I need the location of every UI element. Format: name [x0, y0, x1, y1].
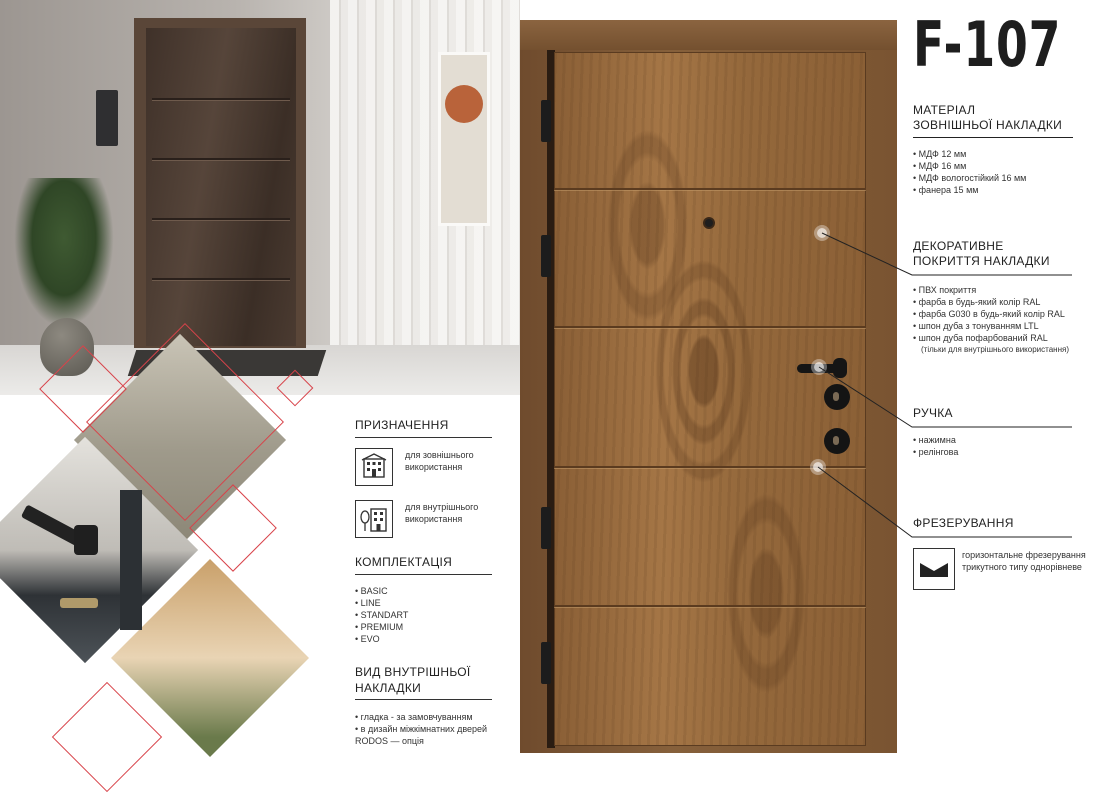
- interior-photo: [0, 0, 520, 395]
- divider: [355, 437, 492, 438]
- coating-title: [913, 239, 1050, 269]
- plant: [14, 178, 114, 328]
- model-title: F-107: [913, 8, 1062, 81]
- photo-key: [60, 598, 98, 608]
- list-item: • EVO: [355, 633, 408, 645]
- divider: [913, 137, 1073, 138]
- purpose-exterior-label: для зовнішнього використання: [405, 450, 474, 472]
- list-item: • МДФ 12 мм: [913, 148, 1026, 160]
- door-hinge: [541, 507, 551, 549]
- inner-panel-list: [355, 711, 490, 747]
- door-hinge: [541, 100, 551, 142]
- divider: [355, 574, 492, 575]
- door-groove: [554, 326, 866, 328]
- material-title-line1: МАТЕРІАЛ: [913, 103, 976, 117]
- inner-panel-title-line1: ВИД ВНУТРІШНЬОЇ: [355, 665, 471, 679]
- lock-cylinder-lower: [824, 428, 850, 454]
- list-item: • МДФ вологостійкий 16 мм: [913, 172, 1026, 184]
- milling-description: горизонтальне фрезерування трикутного типу однорівневе: [962, 550, 1086, 572]
- lock-cylinder-upper: [824, 384, 850, 410]
- list-item: • шпон дуба пофарбований RAL: [913, 332, 1065, 344]
- list-item: • МДФ 16 мм: [913, 160, 1026, 172]
- list-item: • шпон дуба з тонуванням LTL: [913, 320, 1065, 332]
- list-item: • гладка - за замовчуванням: [355, 711, 490, 723]
- wall-slats: [330, 0, 520, 395]
- photo-handle-rose: [74, 525, 98, 555]
- list-item: • в дизайн міжкімнатних дверей RODOS — опція: [355, 723, 490, 747]
- divider: [355, 699, 492, 700]
- door-groove: [554, 605, 866, 607]
- callout-dot-coating: [817, 228, 827, 238]
- material-list: [913, 148, 1026, 196]
- purpose-title: ПРИЗНАЧЕННЯ: [355, 418, 449, 432]
- list-item: • фарба в будь-який колір RAL: [913, 296, 1065, 308]
- building-with-tree-icon: [355, 500, 393, 538]
- milling-profile-icon: [913, 548, 955, 590]
- photo-lock-plate: [120, 490, 142, 630]
- inner-panel-title: [355, 664, 471, 696]
- door-hinge: [541, 235, 551, 277]
- material-title: [913, 103, 1062, 133]
- peephole: [705, 219, 713, 227]
- list-item: • BASIC: [355, 585, 408, 597]
- material-title-line2: ЗОВНІШНЬОЇ НАКЛАДКИ: [913, 118, 1063, 132]
- handle-title: РУЧКА: [913, 406, 953, 420]
- door-leaf: [554, 52, 866, 746]
- list-item: • релінгова: [913, 446, 958, 458]
- list-item: • STANDART: [355, 609, 408, 621]
- door-hinge: [541, 642, 551, 684]
- list-item: • фарба G030 в будь-який колір RAL: [913, 308, 1065, 320]
- callout-dot-milling: [813, 462, 823, 472]
- purpose-interior-label: для внутрішнього використання: [405, 502, 479, 524]
- intercom: [96, 90, 118, 146]
- milling-title: ФРЕЗЕРУВАННЯ: [913, 516, 1014, 530]
- handle-list: [913, 434, 958, 458]
- photo-door: [146, 28, 296, 346]
- door-frame-top: [520, 20, 897, 50]
- red-diamond-outline: [52, 682, 162, 792]
- inner-panel-title-line2: НАКЛАДКИ: [355, 681, 422, 695]
- package-list: [355, 585, 408, 645]
- building-icon: [355, 448, 393, 486]
- package-title: КОМПЛЕКТАЦІЯ: [355, 555, 453, 569]
- wall-art: [438, 52, 490, 226]
- coating-title-line1: ДЕКОРАТИВНЕ: [913, 239, 1004, 253]
- coating-note: (тільки для внутрішнього використання): [921, 345, 1069, 354]
- list-item: • нажимна: [913, 434, 958, 446]
- list-item: • фанера 15 мм: [913, 184, 1026, 196]
- coating-title-line2: ПОКРИТТЯ НАКЛАДКИ: [913, 254, 1050, 268]
- callout-dot-handle: [814, 362, 824, 372]
- door-handle-base: [833, 358, 847, 378]
- coating-list: [913, 284, 1065, 344]
- list-item: • LINE: [355, 597, 408, 609]
- list-item: • ПВХ покриття: [913, 284, 1065, 296]
- list-item: • PREMIUM: [355, 621, 408, 633]
- door-groove: [554, 188, 866, 190]
